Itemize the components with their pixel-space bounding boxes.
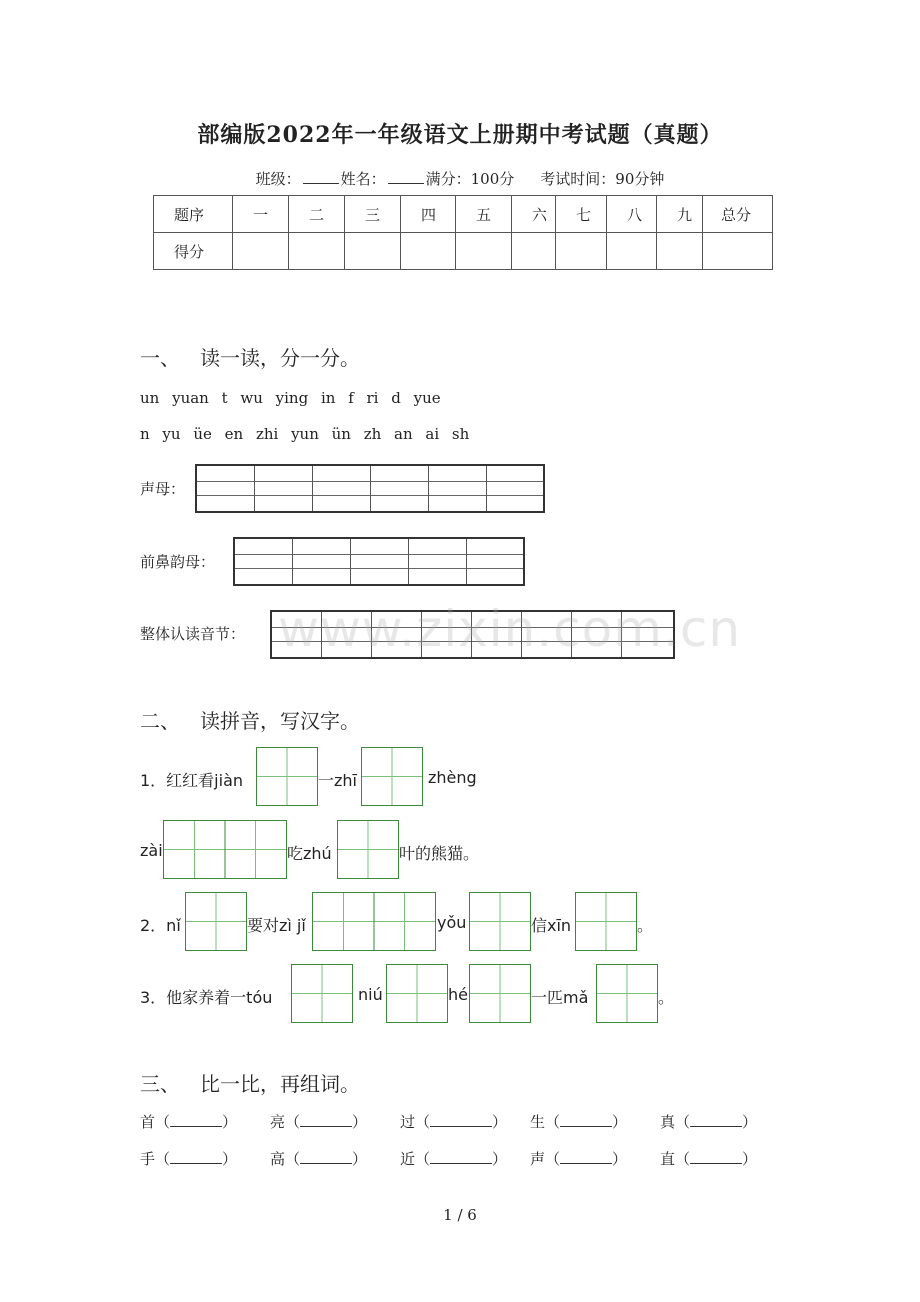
full-score: 满分：100分 [425, 170, 515, 188]
q1b-start: zài [140, 841, 163, 860]
pinyin-line-2: n yu üe en zhi yun ün zh an ai sh [140, 425, 470, 443]
word-blank[interactable] [690, 1114, 742, 1127]
qianbi-grid[interactable] [233, 537, 525, 586]
score-head-cell: 题序 [154, 196, 233, 233]
shengmu-label: 声母： [140, 480, 186, 498]
exam-info [0, 168, 920, 189]
q3-mid3: 一匹mǎ [531, 988, 589, 1007]
tianzige-box[interactable] [386, 964, 448, 1023]
tianzige-box[interactable] [596, 964, 658, 1023]
word-blank[interactable] [560, 1151, 612, 1164]
tianzige-box[interactable] [337, 820, 399, 879]
score-head-cell: 九 [657, 196, 703, 233]
score-head-cell: 六 [512, 196, 556, 233]
tianzige-box[interactable] [256, 747, 318, 806]
page-title: 部编版2022年一年级语文上册期中考试题（真题） [197, 122, 723, 148]
q2-prefix: 2．nǐ [140, 916, 181, 935]
score-cell[interactable] [556, 233, 607, 270]
score-cell[interactable] [233, 233, 289, 270]
tianzige-double-box[interactable] [163, 820, 287, 879]
section2-heading [140, 705, 360, 734]
word-blank[interactable] [560, 1114, 612, 1127]
name-label: 姓名： [340, 170, 386, 188]
tianzige-box[interactable] [361, 747, 423, 806]
exam-time: 考试时间：90分钟 [540, 170, 665, 188]
score-cell[interactable] [401, 233, 456, 270]
score-table [153, 195, 773, 270]
tianzige-box[interactable] [469, 892, 531, 951]
section3-heading [140, 1068, 360, 1097]
q3-mid2: hé [448, 985, 468, 1004]
score-cell[interactable] [703, 233, 773, 270]
section2-title: 读拼音，写汉字。 [200, 709, 360, 733]
word-char: 手 [140, 1150, 156, 1168]
word-blank[interactable] [300, 1151, 352, 1164]
q1-end: zhèng [428, 768, 477, 787]
score-cell[interactable] [607, 233, 657, 270]
score-cell[interactable] [289, 233, 345, 270]
score-row-label: 得分 [154, 233, 233, 270]
word-char: 真 [660, 1113, 676, 1131]
score-head-cell: 四 [401, 196, 456, 233]
word-blank[interactable] [430, 1114, 492, 1127]
tianzige-box[interactable] [575, 892, 637, 951]
score-cell[interactable] [345, 233, 401, 270]
word-char: 直 [660, 1150, 676, 1168]
class-label: 班级： [255, 170, 301, 188]
shengmu-grid[interactable] [195, 464, 545, 513]
q2-end: 。 [637, 916, 654, 935]
q1b-mid: 吃zhú [287, 844, 332, 863]
score-cell[interactable] [456, 233, 512, 270]
score-head-cell: 一 [233, 196, 289, 233]
tianzige-box[interactable] [291, 964, 353, 1023]
word-blank[interactable] [690, 1151, 742, 1164]
word-blank[interactable] [170, 1151, 222, 1164]
section2-num: 二、 [140, 709, 180, 733]
q2-mid1: 要对zì jǐ [247, 916, 306, 935]
score-head-cell: 二 [289, 196, 345, 233]
q3-prefix: 3．他家养着一tóu [140, 988, 273, 1007]
score-table-head-row [154, 196, 773, 233]
page-number: 1 / 6 [443, 1206, 477, 1224]
q2-mid2: yǒu [437, 913, 467, 932]
tianzige-double-box[interactable] [312, 892, 436, 951]
name-blank[interactable] [388, 171, 424, 184]
score-cell[interactable] [657, 233, 703, 270]
score-head-cell: 七 [556, 196, 607, 233]
q1b-end: 叶的熊猫。 [399, 844, 480, 863]
watermark: www.zixin.com.cn [278, 600, 742, 658]
word-char: 近 [400, 1150, 416, 1168]
score-head-cell: 三 [345, 196, 401, 233]
score-head-cell: 总分 [703, 196, 773, 233]
word-char: 生 [530, 1113, 546, 1131]
word-char: 亮 [270, 1113, 286, 1131]
word-char: 首 [140, 1113, 156, 1131]
q3-end: 。 [658, 988, 675, 1007]
zhengti-label: 整体认读音节： [140, 625, 246, 643]
score-head-cell: 五 [456, 196, 512, 233]
word-char: 高 [270, 1150, 286, 1168]
section1-heading [140, 342, 360, 371]
score-table-score-row [154, 233, 773, 270]
word-blank[interactable] [430, 1151, 492, 1164]
q1-mid: 一zhī [318, 771, 357, 790]
pinyin-line-1: un yuan t wu ying in f ri d yue [140, 389, 441, 407]
class-blank[interactable] [303, 171, 339, 184]
score-cell[interactable] [512, 233, 556, 270]
qianbi-label: 前鼻韵母： [140, 553, 216, 571]
word-char: 过 [400, 1113, 416, 1131]
tianzige-box[interactable] [469, 964, 531, 1023]
score-head-cell: 八 [607, 196, 657, 233]
q3-mid1: niú [358, 985, 383, 1004]
q1-prefix: 1．红红看jiàn [140, 771, 244, 790]
word-blank[interactable] [170, 1114, 222, 1127]
word-blank[interactable] [300, 1114, 352, 1127]
tianzige-box[interactable] [185, 892, 247, 951]
section3-num: 三、 [140, 1072, 180, 1096]
section1-title: 读一读，分一分。 [200, 346, 360, 370]
section1-num: 一、 [140, 346, 180, 370]
q2-mid3: 信xīn [531, 916, 572, 935]
section3-title: 比一比，再组词。 [200, 1072, 360, 1096]
word-char: 声 [530, 1150, 546, 1168]
